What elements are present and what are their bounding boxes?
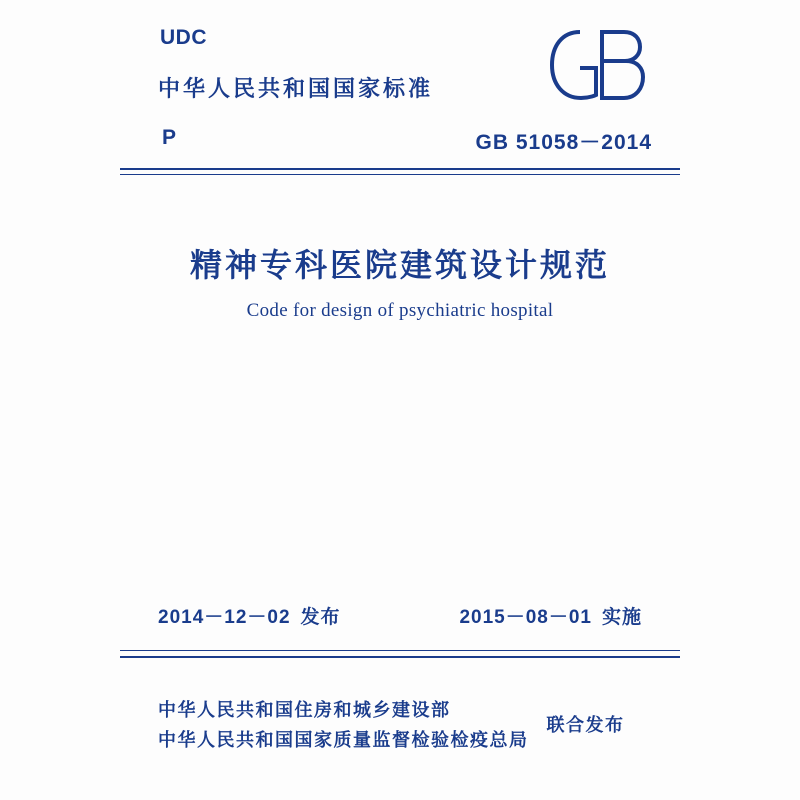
issue-date [158,602,341,629]
issue-date-value: 2014－12－02 [158,607,291,628]
udc-label: UDC [160,26,207,49]
issuer-block [120,696,680,752]
standard-number: GB 51058－2014 [475,131,652,154]
cover-content-area [120,0,680,800]
issue-date-label: 发布 [300,606,341,628]
effective-date-value: 2015－08－01 [459,607,592,628]
page-subtitle-english: Code for design of psychiatric hospital [246,300,554,321]
issuer-line: 中华人民共和国住房和城乡建设部 [158,700,451,721]
classification-mark: P [162,126,177,149]
standard-series-title: 中华人民共和国国家标准 [158,77,434,102]
divider-top-thin [120,174,680,175]
divider-bottom-thick [120,656,680,658]
date-row [120,602,680,629]
page-title: 精神专科医院建筑设计规范 [189,246,610,284]
joint-issue-label: 联合发布 [546,715,625,736]
effective-date-label: 实施 [601,606,642,628]
divider-bottom-thin [120,650,680,651]
issuer-list [158,696,529,752]
gb-logo-icon [540,18,650,113]
divider-top-thick [120,168,680,170]
issuer-line: 中华人民共和国国家质量监督检验检疫总局 [158,730,529,751]
effective-date [459,602,642,629]
